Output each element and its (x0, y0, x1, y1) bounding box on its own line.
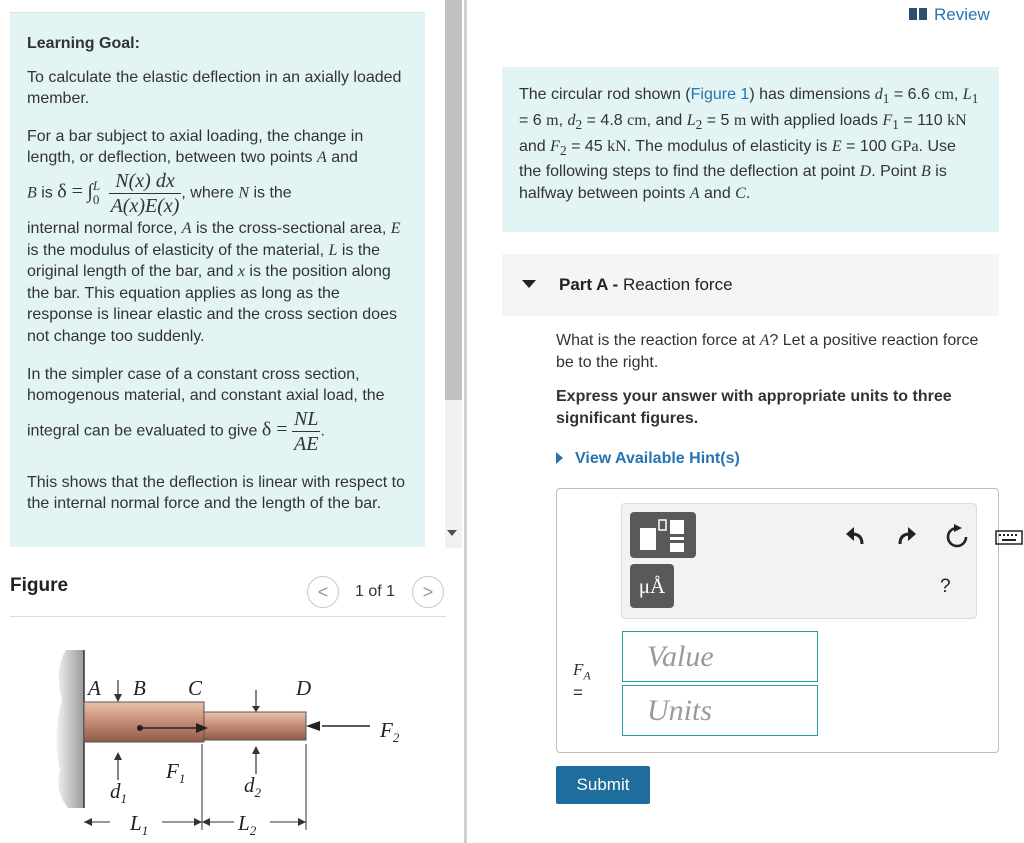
learning-goal-simple-case-paragraph: In the simpler case of a constant cross section, homogenous material, and constant axial load, the integral can be evaluated to give δ = $\frac{NL}{AE}$ . (27, 365, 385, 455)
template-icon (630, 512, 696, 558)
label-d2: $d_2$ (244, 773, 261, 800)
label-D: D (296, 676, 312, 700)
learning-goal-heading: Learning Goal: (27, 35, 140, 52)
figure-page-count: 1 of 1 (355, 583, 396, 600)
scroll-down-arrow-icon[interactable] (447, 530, 457, 536)
units-input[interactable]: Units (622, 685, 818, 736)
review-link[interactable]: Review (908, 5, 990, 25)
learning-goal-box (10, 12, 425, 547)
label-B: B (133, 676, 146, 700)
scrollbar-thumb[interactable] (445, 0, 462, 400)
submit-button[interactable]: Submit (556, 766, 650, 804)
reset-icon[interactable] (944, 524, 970, 550)
figure-prev-button[interactable]: < (307, 576, 339, 608)
figure-title: Figure (10, 575, 69, 596)
part-a-header[interactable] (502, 254, 999, 316)
figure-divider (10, 616, 446, 617)
label-A: A (88, 676, 101, 700)
rod-section-1 (84, 702, 204, 742)
left-pane (0, 0, 466, 843)
rod-figure (40, 640, 420, 840)
math-toolbar (621, 503, 977, 619)
problem-statement: The circular rod shown (Figure 1) has dimensions $d_1 = 6.6$ cm, $L_1 = 6$ m, $d_2 = 4.8$ cm, and $L_2 = 5$ m with applied loads $F_1 = 110$ kN and $F_2 = 45$ kN. The modulus of elasticity is E = 100 GPa. Use the following steps to find the deflection at point D. Point B is halfway between points A and C. (502, 67, 999, 232)
fixed-wall (56, 650, 84, 808)
learning-goal-conclusion: This shows that the deflection is linear with respect to the internal normal force and the length of the bar. (27, 473, 405, 513)
learning-goal-intro: To calculate the elastic deflection in an axially loaded member. (27, 68, 402, 108)
integral-fraction: $\frac{N(x) dx}{A(x)E(x)}$ (110, 169, 180, 217)
figure-next-button[interactable]: > (412, 576, 444, 608)
arrow-F2 (306, 721, 320, 731)
label-d1: $d_1$ (110, 779, 127, 806)
learning-goal-deflection-paragraph: For a bar subject to axial loading, the change in length, or deflection, between two points A and B is δ = ∫ L 0 $\frac{N(x) dx}{A(x)E(x)}$ , where N is the internal normal force, A is the cross-sectional area, E is the modulus of elasticity of the material, L is the original length of the bar, and x is the position along the bar. This equation applies as long as the response is linear elastic and the cross section does not change too suddenly. (27, 127, 401, 345)
label-L2: $L_2$ (238, 811, 257, 838)
label-F2: $F_2$ (380, 718, 400, 745)
part-a-title: Part A - Reaction force (559, 275, 733, 294)
answer-box (556, 488, 999, 753)
book-icon (908, 8, 928, 20)
pane-divider[interactable] (464, 0, 467, 843)
value-input[interactable]: Value (622, 631, 818, 682)
collapse-caret-icon[interactable] (522, 280, 536, 288)
part-a-question: What is the reaction force at A? Let a positive reaction force be to the right. (556, 332, 979, 371)
figure-link[interactable]: Figure 1 (690, 86, 750, 103)
expand-triangle-icon (556, 452, 563, 464)
label-C: C (188, 676, 203, 700)
units-symbol-button[interactable]: μÅ (630, 564, 674, 608)
keyboard-icon[interactable] (994, 524, 1024, 550)
help-button[interactable]: ? (940, 576, 951, 597)
answer-label: $F_A$ = (573, 660, 591, 703)
label-F1: $F_1$ (166, 759, 186, 786)
undo-icon[interactable] (842, 524, 868, 550)
templates-button[interactable] (630, 512, 696, 558)
redo-icon[interactable] (894, 524, 920, 550)
part-a-instruction: Express your answer with appropriate units to three significant figures. (556, 388, 952, 427)
rod-section-2 (204, 712, 306, 740)
simple-fraction: $\frac{NL}{AE}$ (294, 407, 319, 455)
view-hints-link[interactable]: View Available Hint(s) (556, 450, 740, 468)
label-L1: $L_1$ (130, 811, 149, 838)
